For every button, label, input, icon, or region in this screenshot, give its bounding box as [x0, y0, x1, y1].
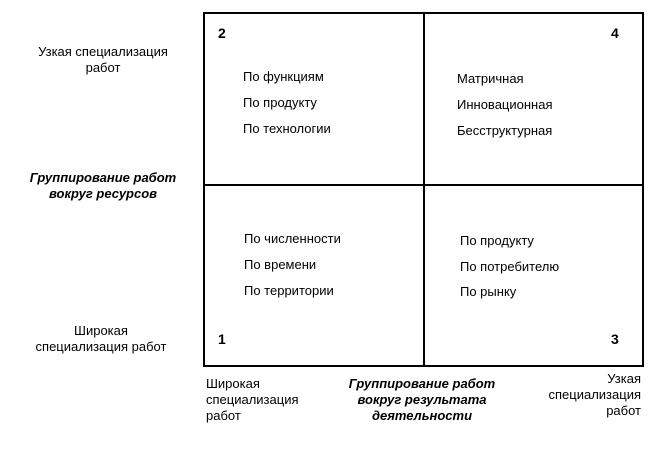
x-label-middle-line1: Группирование работ — [348, 376, 496, 391]
x-label-left-line3: работ — [206, 408, 241, 423]
x-label-right-line3: работ — [606, 403, 641, 418]
x-label-right-line1: Узкая — [607, 371, 641, 386]
q3-item-consumer: По потребителю — [460, 259, 560, 274]
q4-item-structureless: Бесструктурная — [457, 123, 553, 138]
x-label-right — [528, 371, 641, 419]
y-label-middle-line1: Группирование работ — [29, 170, 177, 185]
y-label-top — [12, 44, 194, 76]
x-label-middle — [330, 376, 514, 424]
y-label-top-line2: работ — [85, 60, 121, 75]
q1-item-time: По времени — [244, 257, 317, 272]
q2-item-functions: По функциям — [243, 69, 324, 84]
y-label-middle-line2: вокруг ресурсов — [48, 186, 158, 201]
q3-item-product: По продукту — [460, 233, 534, 248]
y-label-middle — [12, 170, 194, 202]
horizontal-divider — [203, 184, 644, 186]
q2-item-product: По продукту — [243, 95, 317, 110]
vertical-divider — [423, 12, 425, 367]
x-label-middle-line2: вокруг результата — [357, 392, 487, 407]
q4-item-matrix: Матричная — [457, 71, 524, 86]
q1-item-territory: По территории — [244, 283, 334, 298]
x-label-left-line2: специализация — [206, 392, 299, 407]
quadrant-4-number: 4 — [611, 25, 619, 41]
q4-item-innovation: Инновационная — [457, 97, 553, 112]
q3-item-market: По рынку — [460, 284, 517, 299]
x-label-right-line2: специализация — [548, 387, 641, 402]
y-label-bottom-line2: специализация работ — [35, 339, 167, 354]
quadrant-3-number: 3 — [611, 331, 619, 347]
y-label-bottom — [5, 323, 197, 355]
y-label-top-line1: Узкая специализация — [38, 44, 168, 59]
quadrant-2-number: 2 — [218, 25, 226, 41]
quadrant-1-number: 1 — [218, 331, 226, 347]
q1-item-headcount: По численности — [244, 231, 341, 246]
x-label-left — [206, 376, 299, 424]
q2-item-technology: По технологии — [243, 121, 331, 136]
x-label-left-line1: Широкая — [206, 376, 260, 391]
y-label-bottom-line1: Широкая — [74, 323, 128, 338]
x-label-middle-line3: деятельности — [371, 408, 473, 423]
